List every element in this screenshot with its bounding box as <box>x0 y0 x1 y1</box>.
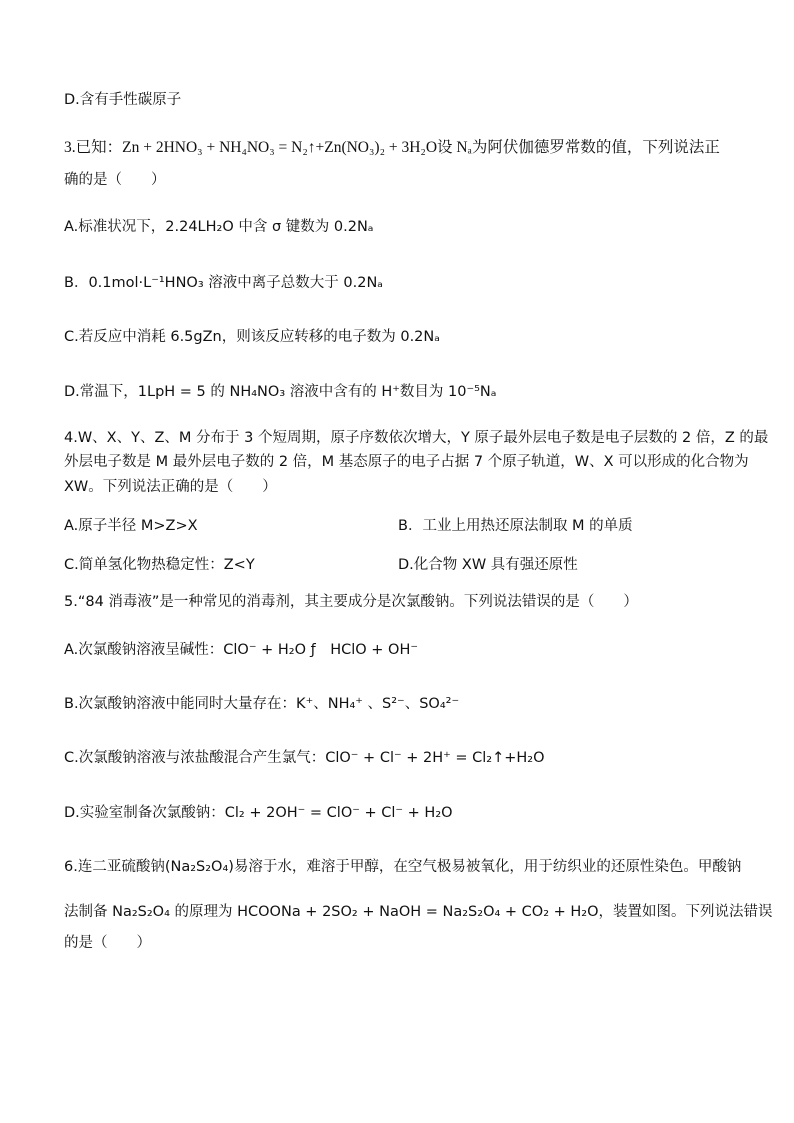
q3-equation: Zn + 2HNO₃ + NH₄NO₃ = N₂↑+Zn(NO₃)₂ + 3H₂O <box>122 139 438 156</box>
q3-stem-line2: 确的是（ ） <box>64 172 166 188</box>
q3-prefix: 3.已知： <box>64 139 123 156</box>
q6-stem-line2: 法制备 Na₂S₂O₄ 的原理为 HCOONa + 2SO₂ + NaOH = Na₂S₂O₄ + CO₂ + H₂O，装置如图。下列说法错误 <box>64 904 773 920</box>
q3-stem-rest: 设 Nₐ为阿伏伽德罗常数的值，下列说法正 <box>437 139 720 156</box>
q4-option-b: B．工业上用热还原法制取 M 的单质 <box>398 518 633 534</box>
q3-option-b: B．0.1mol·L⁻¹HNO₃ 溶液中离子总数大于 0.2Nₐ <box>64 275 383 291</box>
q3-option-a: A.标准状况下，2.24LH₂O 中含 σ 键数为 0.2Nₐ <box>64 219 374 235</box>
q3-option-d: D.常温下，1LpH = 5 的 NH₄NO₃ 溶液中含有的 H⁺数目为 10⁻⁵Nₐ <box>64 384 497 400</box>
q4-stem-line1: 4.W、X、Y、Z、M 分布于 3 个短周期，原子序数依次增大，Y 原子最外层电子数是电子层数的 2 倍，Z 的最 <box>64 430 769 446</box>
q4-option-d: D.化合物 XW 具有强还原性 <box>398 557 578 573</box>
q4-stem-line3: XW。下列说法正确的是（ ） <box>64 479 277 495</box>
q3-stem-line1 <box>64 138 720 158</box>
q5-option-c: C.次氯酸钠溶液与浓盐酸混合产生氯气：ClO⁻ + Cl⁻ + 2H⁺ = Cl₂↑+H₂O <box>64 750 545 766</box>
q6-stem-line3: 的是（ ） <box>64 935 151 951</box>
q4-stem-line2: 外层电子数是 M 最外层电子数的 2 倍，M 基态原子的电子占据 7 个原子轨道，W、X 可以形成的化合物为 <box>64 454 749 470</box>
q2-option-d: D.含有手性碳原子 <box>64 92 182 108</box>
q5-option-a: A.次氯酸钠溶液呈碱性：ClO⁻ + H₂O ƒ HClO + OH⁻ <box>64 642 419 658</box>
q3-option-c: C.若反应中消耗 6.5gZn，则该反应转移的电子数为 0.2Nₐ <box>64 329 440 345</box>
q4-option-a: A.原子半径 M>Z>X <box>64 518 198 534</box>
q6-stem-line1: 6.连二亚硫酸钠(Na₂S₂O₄)易溶于水，难溶于甲醇，在空气极易被氧化，用于纺织业的还原性染色。甲酸钠 <box>64 859 742 875</box>
q4-option-c: C.简单氢化物热稳定性：Z<Y <box>64 557 255 573</box>
q5-stem: 5.“84 消毒液”是一种常见的消毒剂，其主要成分是次氯酸钠。下列说法错误的是（ ） <box>64 594 638 610</box>
q5-option-b: B.次氯酸钠溶液中能同时大量存在：K⁺、NH₄⁺ 、S²⁻、SO₄²⁻ <box>64 696 460 712</box>
q5-option-d: D.实验室制备次氯酸钠：Cl₂ + 2OH⁻ = ClO⁻ + Cl⁻ + H₂O <box>64 805 453 821</box>
